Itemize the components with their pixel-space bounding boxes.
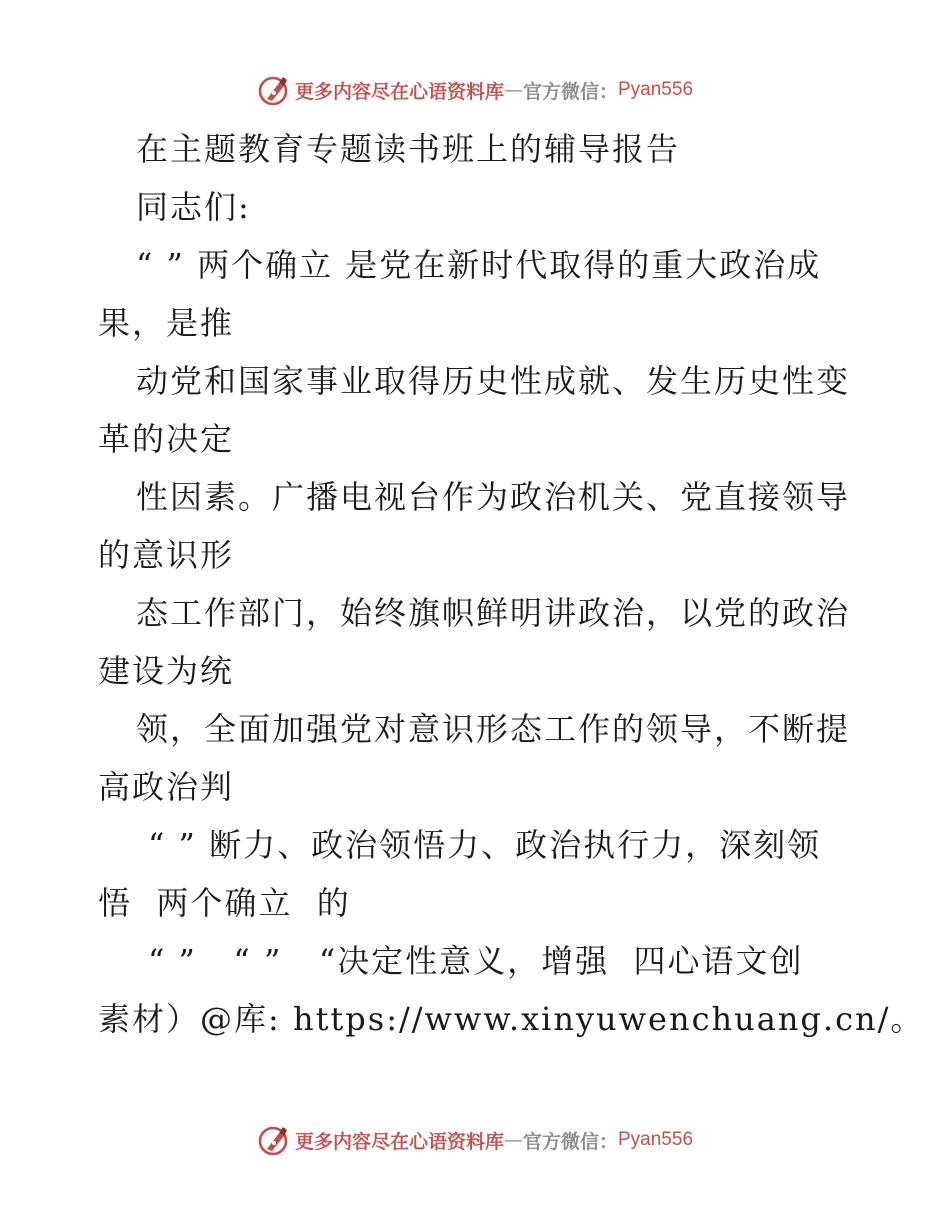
paragraph-line: 高政治判 [98, 768, 235, 806]
site-name: 更多内容尽在心语资料库 [294, 1130, 504, 1153]
pen-nib-logo-icon [257, 73, 291, 107]
document-title: 在主题教育专题读书班上的辅导报告 [136, 130, 681, 168]
header-watermark-banner [0, 70, 950, 110]
paragraph-line: 领，全面加强党对意识形态工作的领导，不断提 [136, 710, 851, 748]
wechat-account: Pyan556 [618, 79, 694, 100]
paragraph-line: 建设为统 [98, 652, 235, 690]
banner-dash: — [503, 79, 523, 101]
pen-nib-logo-icon [257, 1123, 291, 1157]
paragraph-line: 性因素。广播电视台作为政治机关、党直接领导 [136, 478, 851, 516]
paragraph-line: “ ” “ ” “决定性意义，增强 四心语文创 [148, 942, 804, 980]
paragraph-line: 悟 两个确立 的 [98, 884, 351, 922]
paragraph-line-url: 素材）@库: https://www.xinyuwenchuang.cn/。 [98, 1000, 925, 1038]
paragraph-line: 态工作部门，始终旗帜鲜明讲政治，以党的政治 [136, 594, 851, 632]
paragraph-line: “ ” 两个确立 是党在新时代取得的重大政治成 [136, 246, 822, 284]
banner-dash: — [503, 1129, 523, 1151]
wechat-label: 官方微信： [522, 1130, 618, 1153]
paragraph-line: 动党和国家事业取得历史性成就、发生历史性变 [136, 362, 851, 400]
salutation: 同志们: [136, 188, 251, 226]
paragraph-line: 的意识形 [98, 536, 235, 574]
paragraph-line: “ ” 断力、政治领悟力、政治执行力，深刻领 [148, 826, 822, 864]
site-name: 更多内容尽在心语资料库 [294, 80, 504, 103]
wechat-label: 官方微信： [522, 80, 618, 103]
footer-watermark-banner [0, 1120, 950, 1160]
paragraph-line: 果，是推 [98, 304, 235, 342]
paragraph-line: 革的决定 [98, 420, 235, 458]
wechat-account: Pyan556 [618, 1129, 694, 1150]
